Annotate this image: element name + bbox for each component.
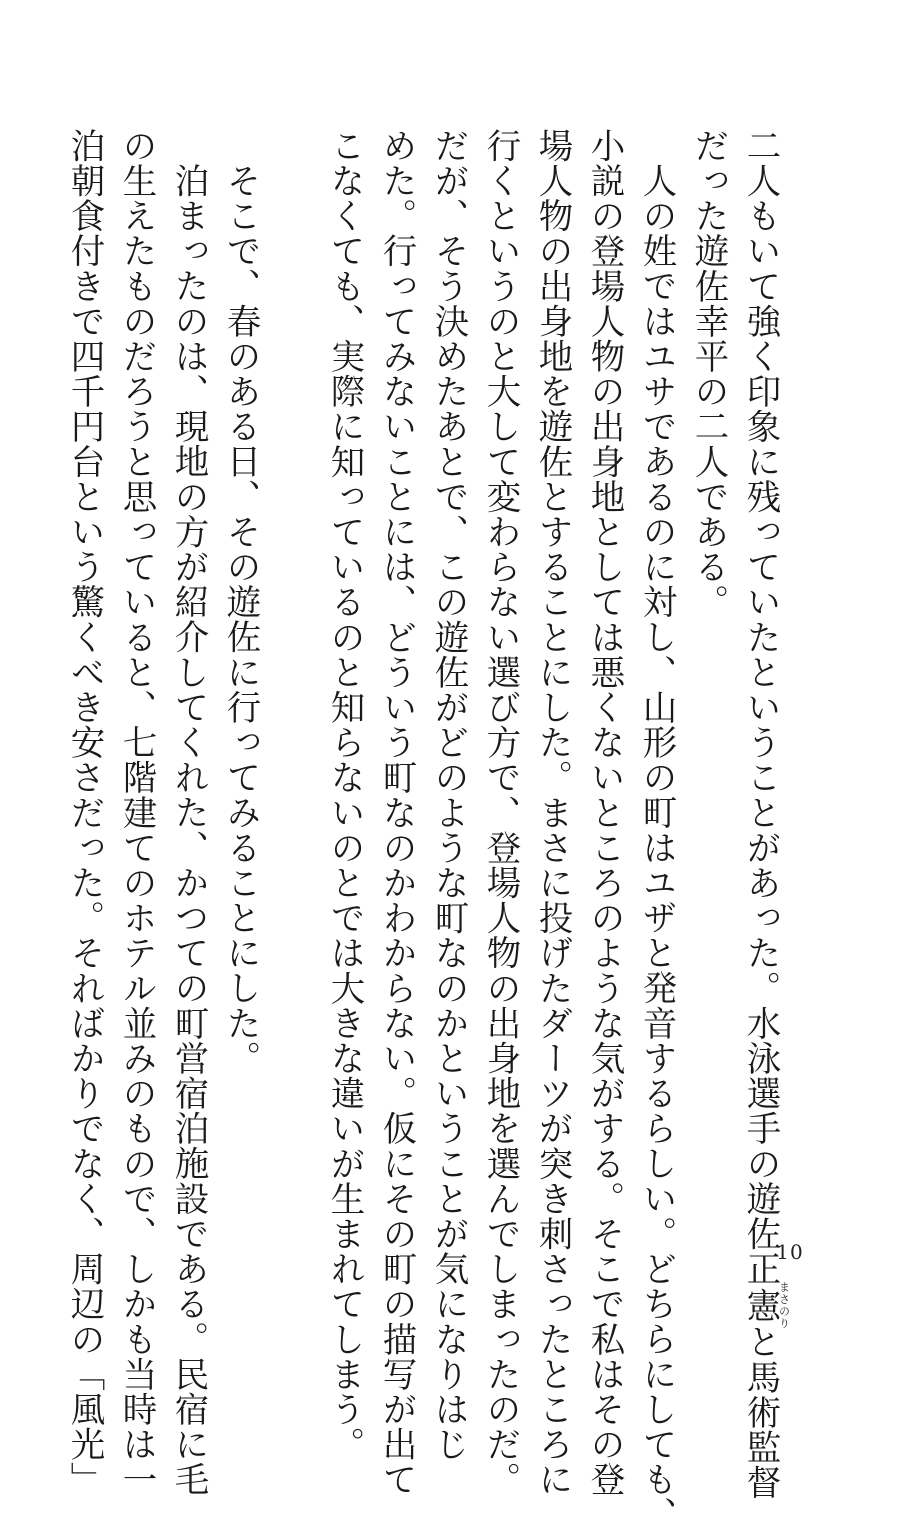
- text-line: 二人もいて強く印象に残っていたということがあった。水泳選手の遊佐正憲まさのりと馬術監督: [740, 128, 791, 1500]
- text-line: 場人物の出身地を遊佐とすることにした。まさに投げたダーツが突き刺さったところに: [532, 128, 572, 1497]
- ruby-reading: まさのり: [777, 1281, 791, 1330]
- text-line: めた。行ってみないことには、どういう町なのかわからない。仮にその町の描写が出て: [376, 128, 416, 1497]
- text-line: だが、そう決めたあとで、この遊佐がどのような町なのかということが気になりはじ: [428, 128, 468, 1462]
- text-line: 人の姓ではユサであるのに対し、山形の町はユザと発音するらしい。どちらにしても、: [636, 162, 676, 1531]
- page-number: 10: [776, 1240, 804, 1264]
- text-line: の生えたものだろうと思っていると、七階建てのホテル並みのもので、しかも当時は一: [116, 128, 156, 1497]
- text-line: 泊まったのは、現地の方が紹介してくれた、かつての町営宿泊施設である。民宿に毛: [168, 162, 208, 1497]
- text-line: 小説の登場人物の出身地としては悪くないところのような気がする。そこで私はその登: [584, 128, 624, 1497]
- text-line: だった遊佐幸平の二人である。: [688, 128, 728, 620]
- section-gap: [266, 128, 318, 1158]
- ruby-annotation: 憲まさのり: [740, 1281, 791, 1330]
- text-line: 泊朝食付きで四千円台という驚くべき安さだった。そればかりでなく、周辺の「風光」: [64, 128, 104, 1497]
- text-line: そこで、春のある日、その遊佐に行ってみることにした。: [220, 162, 260, 1076]
- text-line: 行くというのと大して変わらない選び方で、登場人物の出身地を選んでしまったのだ。: [480, 128, 520, 1497]
- text-line: こなくても、実際に知っているのと知らないのとでは大きな違いが生まれてしまう。: [324, 128, 364, 1462]
